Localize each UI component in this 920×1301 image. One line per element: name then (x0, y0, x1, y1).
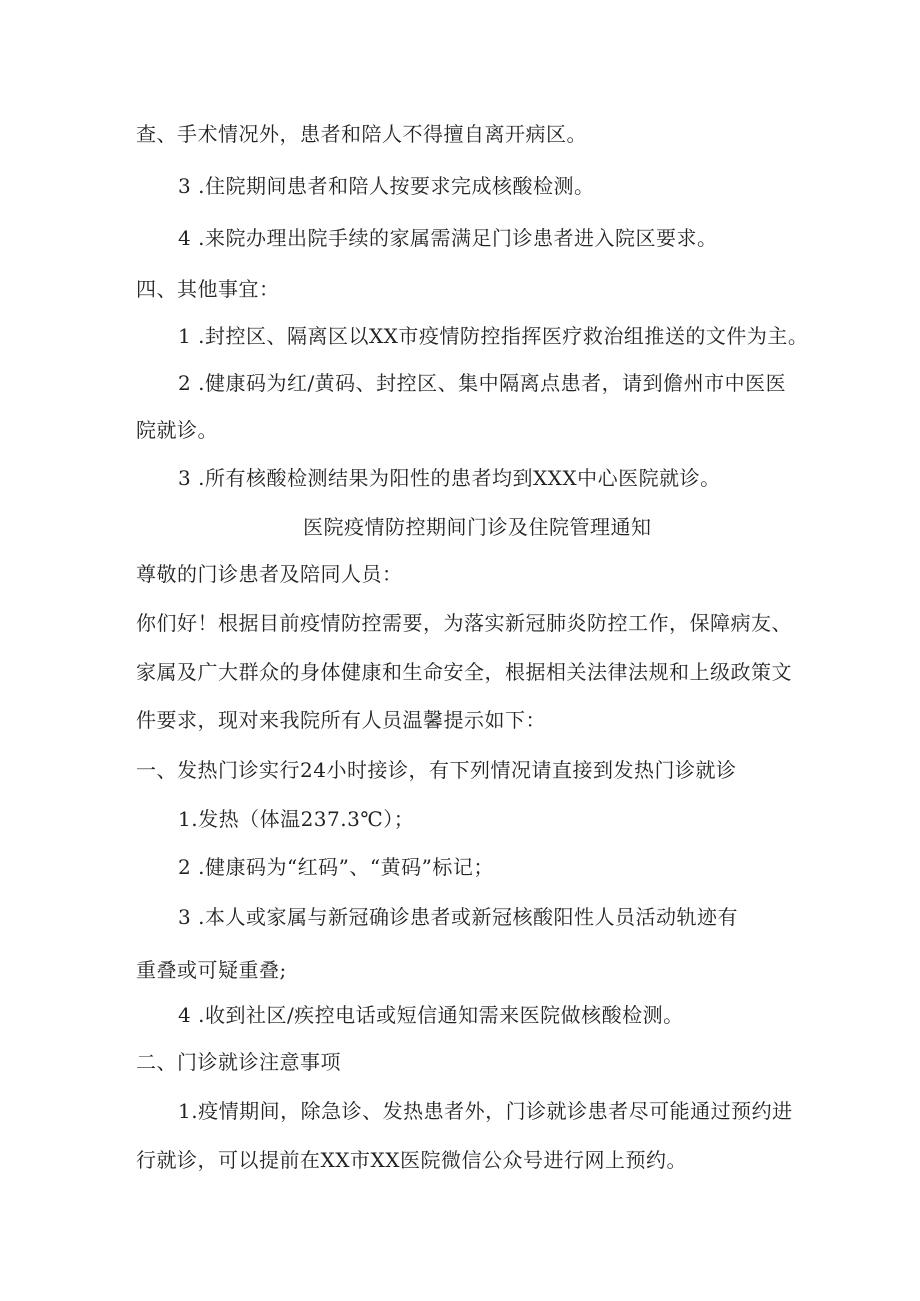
list-item: 2 .健康码为“红码”、“黄码”标记； (178, 855, 494, 879)
section-heading: 一、发热门诊实行24小时接诊，有下列情况请直接到发热门诊就诊 (136, 758, 737, 782)
list-item: 4 .收到社区/疾控电话或短信通知需来医院做核酸检测。 (178, 1003, 684, 1027)
text-line: 件要求，现对来我院所有人员温馨提示如下： (136, 708, 546, 732)
text-line: 院就诊。 (136, 418, 218, 442)
list-item: 1 .封控区、隔离区以XX市疫情防控指挥医疗救治组推送的文件为主。 (178, 324, 809, 348)
list-item: 2 .健康码为红/黄码、封控区、集中隔离点患者，请到儋州市中医医 (178, 371, 787, 395)
text-line: 查、手术情况外，患者和陪人不得擅自离开病区。 (136, 122, 587, 146)
document-title: 医院疫情防控期间门诊及住院管理通知 (303, 515, 652, 539)
salutation: 尊敬的门诊患者及陪同人员： (136, 562, 403, 586)
list-item: 1.疫情期间，除急诊、发热患者外，门诊就诊患者尽可能通过预约进 (178, 1099, 793, 1123)
section-heading: 二、门诊就诊注意事项 (136, 1050, 341, 1074)
text-line: 行就诊，可以提前在XX市XX医院微信公众号进行网上预约。 (136, 1148, 687, 1172)
text-line: 家属及广大群众的身体健康和生命安全，根据相关法律法规和上级政策文 (136, 660, 792, 684)
list-item: 1.发热（体温237.3℃）； (178, 807, 415, 831)
list-item: 4 .来院办理出院手续的家属需满足门诊患者进入院区要求。 (178, 226, 718, 250)
list-item: 3 .所有核酸检测结果为阳性的患者均到XXX中心医院就诊。 (178, 466, 721, 490)
text-line: 重叠或可疑重叠; (136, 958, 287, 982)
section-heading: 四、其他事宜： (136, 277, 280, 301)
list-item: 3 .本人或家属与新冠确诊患者或新冠核酸阳性人员活动轨迹有 (178, 905, 738, 929)
text-line: 你们好！根据目前疫情防控需要，为落实新冠肺炎防控工作，保障病友、 (136, 611, 792, 635)
list-item: 3 .住院期间患者和陪人按要求完成核酸检测。 (178, 174, 595, 198)
